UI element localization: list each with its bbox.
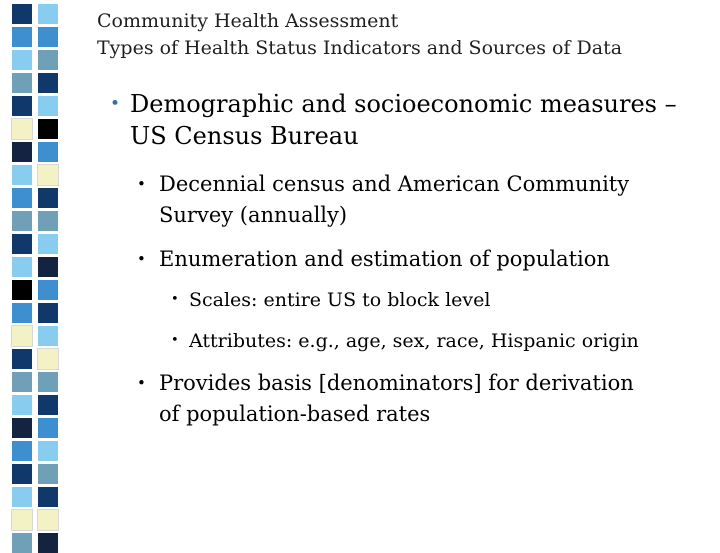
title-line-1: Community Health Assessment — [97, 10, 399, 32]
mosaic-square — [38, 50, 58, 70]
mosaic-square — [38, 119, 58, 139]
bullet-text: Decennial census and American Community — [159, 172, 630, 196]
mosaic-square — [38, 395, 58, 415]
mosaic-square — [12, 27, 32, 47]
bullet-text: Demographic and socioeconomic measures – — [130, 90, 677, 118]
decorative-mosaic-stripe — [0, 0, 74, 540]
mosaic-square — [38, 4, 58, 24]
mosaic-square — [38, 27, 58, 47]
mosaic-square — [38, 211, 58, 231]
mosaic-square — [38, 464, 58, 484]
mosaic-square — [38, 188, 58, 208]
mosaic-square — [38, 418, 58, 438]
mosaic-square — [38, 487, 58, 507]
mosaic-square — [38, 441, 58, 461]
mosaic-square — [12, 533, 32, 553]
mosaic-square — [38, 142, 58, 162]
mosaic-square — [38, 349, 58, 369]
mosaic-square — [38, 165, 58, 185]
bullet-text: Scales: entire US to block level — [189, 289, 491, 311]
mosaic-square — [12, 119, 32, 139]
bullet-text: of population-based rates — [159, 402, 431, 426]
mosaic-square — [12, 280, 32, 300]
mosaic-square — [12, 464, 32, 484]
mosaic-square — [12, 441, 32, 461]
mosaic-square — [12, 50, 32, 70]
slide-title — [97, 8, 697, 62]
mosaic-square — [12, 395, 32, 415]
bullet-text: Enumeration and estimation of population — [159, 247, 610, 271]
mosaic-square — [12, 510, 32, 530]
bullet-provides-basis — [137, 368, 634, 430]
bullet-scales — [171, 287, 491, 313]
mosaic-square — [38, 96, 58, 116]
bullet-dot-icon: • — [171, 333, 179, 348]
mosaic-square — [12, 234, 32, 254]
mosaic-square — [38, 257, 58, 277]
bullet-text: US Census Bureau — [130, 122, 359, 150]
bullet-text: Survey (annually) — [159, 203, 348, 227]
mosaic-square — [12, 188, 32, 208]
mosaic-square — [12, 96, 32, 116]
mosaic-square — [12, 418, 32, 438]
mosaic-square — [38, 303, 58, 323]
mosaic-square — [12, 142, 32, 162]
mosaic-square — [12, 326, 32, 346]
bullet-dot-icon: • — [171, 292, 179, 307]
bullet-decennial-census — [137, 169, 629, 231]
mosaic-square — [12, 487, 32, 507]
mosaic-square — [38, 326, 58, 346]
bullet-enumeration — [137, 244, 610, 275]
bullet-attributes — [171, 328, 639, 354]
bullet-text: Attributes: e.g., age, sex, race, Hispanic origin — [189, 330, 639, 352]
bullet-dot-icon: • — [110, 94, 121, 114]
mosaic-square — [12, 303, 32, 323]
mosaic-square — [38, 234, 58, 254]
mosaic-square — [38, 73, 58, 93]
bullet-demographic-measures — [110, 88, 677, 152]
mosaic-square — [38, 280, 58, 300]
mosaic-square — [38, 510, 58, 530]
bullet-dot-icon: • — [137, 250, 146, 268]
mosaic-square — [12, 211, 32, 231]
mosaic-square — [12, 349, 32, 369]
mosaic-square — [12, 4, 32, 24]
mosaic-square — [38, 533, 58, 553]
mosaic-square — [12, 165, 32, 185]
mosaic-square — [12, 372, 32, 392]
title-line-2: Types of Health Status Indicators and Sources of Data — [97, 37, 623, 59]
bullet-dot-icon: • — [137, 374, 146, 392]
mosaic-square — [12, 257, 32, 277]
bullet-text: Provides basis [denominators] for derivation — [159, 371, 634, 395]
mosaic-square — [38, 372, 58, 392]
mosaic-square — [12, 73, 32, 93]
bullet-dot-icon: • — [137, 175, 146, 193]
